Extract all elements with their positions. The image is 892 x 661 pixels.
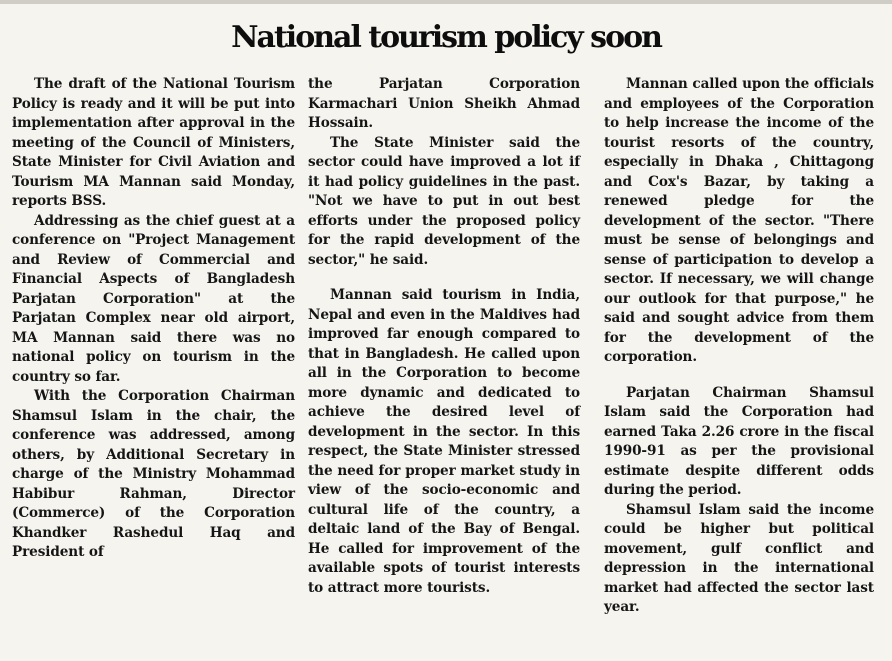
article-paragraph: Addressing as the chief guest at a conference on "Project Management and Review of Commercial and Financial Aspects of Bangladesh Parjatan Corporation" at the Parjatan Complex near old airport, MA Mannan said there was no national policy on tourism in the country so far.: [12, 212, 295, 385]
article-paragraph: the Parjatan Corporation Karmachari Union Sheikh Ahmad Hossain.: [308, 76, 580, 131]
article-paragraph: Shamsul Islam said the income could be higher but political movement, gulf conflict and depression in the international market had affected the sector last year.: [604, 501, 874, 615]
headline: National tourism policy soon: [231, 20, 661, 55]
article-column-1: [12, 75, 295, 563]
article-paragraph: The draft of the National Tourism Policy is ready and it will be put into implementation after approval in the meeting of the Council of Ministers, State Minister for Civil Aviation and Tourism MA Mannan said Monday, reports BSS.: [12, 76, 295, 209]
article-paragraph: Mannan said tourism in India, Nepal and even in the Maldives had improved far enough compared to that in Bangladesh. He called upon all in the Corporation to become more dynamic and dedicated to achieve the desired level of development in the sector. In this respect, the State Minister stressed the need for proper market study in view of the socio-economic and cultural life of the country, a deltaic land of the Bay of Bengal. He called for improvement of the available spots of tourist interests to attract more tourists.: [308, 287, 580, 596]
article-column-2: [308, 75, 580, 598]
article-paragraph: The State Minister said the sector could have improved a lot if it had policy guidelines in the past. "Not we have to put in out best efforts under the proposed policy for the rapid development of the sector," he said.: [308, 134, 580, 268]
article-column-3: [604, 75, 874, 618]
top-rule: [0, 0, 892, 4]
article-paragraph: Mannan called upon the officials and employees of the Corporation to help increase the income of the tourist resorts of the country, especially in Dhaka , Chittagong and Cox's Bazar, by taking a renewed pledge for the development of the sector. "There must be sense of belongings and sense of participation to develop a sector. If necessary, we will change our outlook for that purpose," he said and sought advice from them for the development of the corporation.: [604, 76, 874, 365]
article-paragraph: Parjatan Chairman Shamsul Islam said the Corporation had earned Taka 2.26 crore in the fiscal 1990-91 as per the provisional estimate despite different odds during the period.: [604, 384, 874, 498]
article-paragraph: With the Corporation Chairman Shamsul Islam in the chair, the conference was addressed, among others, by Additional Secretary in charge of the Ministry Mohammad Habibur Rahman, Director (Commerce) of the Corporation Khandker Rashedul Haq and President of: [12, 388, 295, 560]
